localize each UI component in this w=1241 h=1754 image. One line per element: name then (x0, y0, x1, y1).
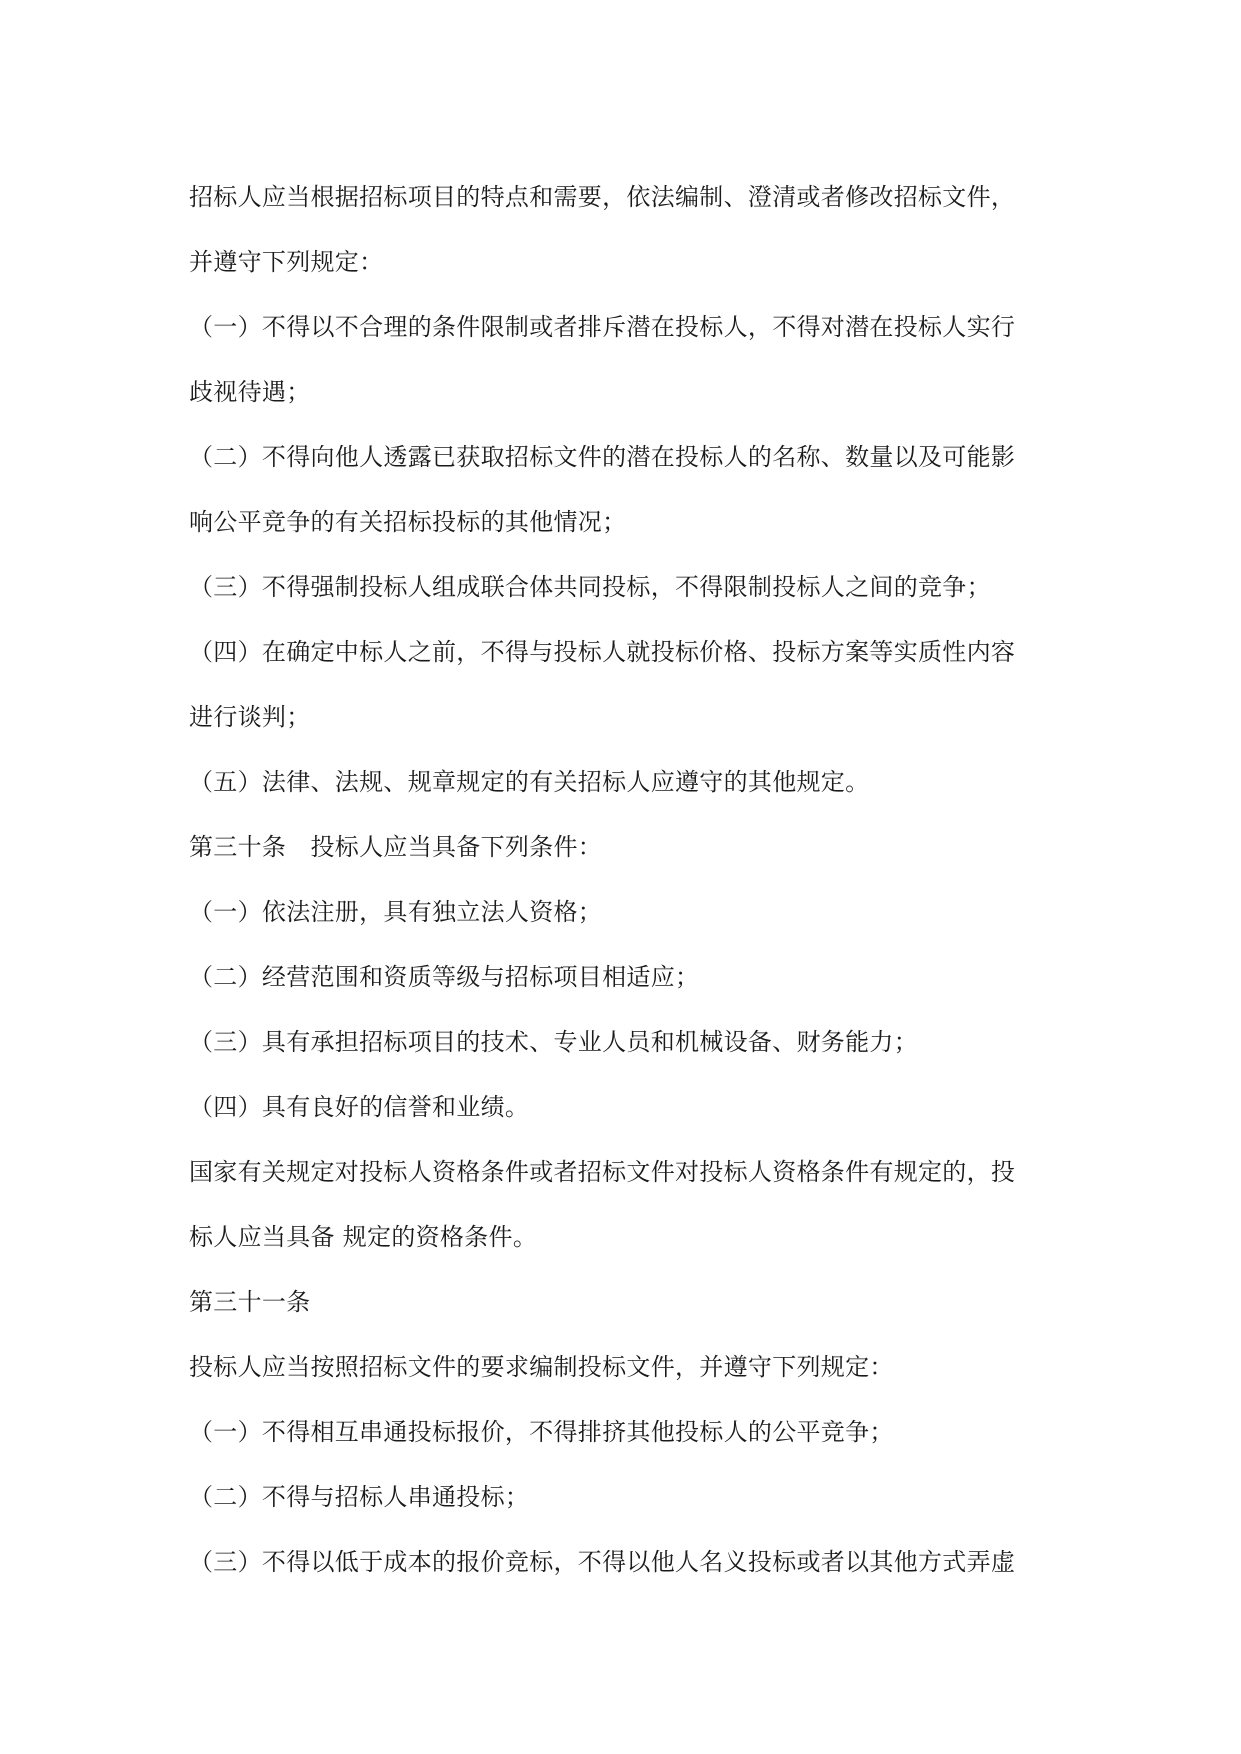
document-body (189, 165, 1054, 1595)
body-line: 歧视待遇； (189, 378, 311, 406)
body-line: （四）在确定中标人之前，不得与投标人就投标价格、投标方案等实质性内容 (189, 638, 1016, 666)
body-line: （四）具有良好的信誉和业绩。 (189, 1093, 530, 1121)
body-line: （三）不得以低于成本的报价竞标，不得以他人名义投标或者以其他方式弄虚 (189, 1548, 1016, 1576)
body-line: （一）不得以不合理的条件限制或者排斥潜在投标人，不得对潜在投标人实行 (189, 313, 1016, 341)
body-line: 国家有关规定对投标人资格条件或者招标文件对投标人资格条件有规定的，投 (189, 1158, 1016, 1186)
article-heading: 第三十一条 (189, 1288, 311, 1316)
body-line: （五）法律、法规、规章规定的有关招标人应遵守的其他规定。 (189, 768, 870, 796)
body-line: （二）不得向他人透露已获取招标文件的潜在投标人的名称、数量以及可能影 (189, 443, 1016, 471)
body-line: 招标人应当根据招标项目的特点和需要，依法编制、澄清或者修改招标文件， (189, 183, 1016, 211)
body-line: （二）不得与招标人串通投标； (189, 1483, 530, 1511)
body-line: 标人应当具备 规定的资格条件。 (189, 1223, 538, 1251)
body-line: 进行谈判； (189, 703, 311, 731)
body-line: 响公平竞争的有关招标投标的其他情况； (189, 508, 627, 536)
body-line: （一）依法注册，具有独立法人资格； (189, 898, 603, 926)
body-line: （三）具有承担招标项目的技术、专业人员和机械设备、财务能力； (189, 1028, 918, 1056)
article-heading: 第三十条 投标人应当具备下列条件： (189, 833, 603, 861)
body-line: 投标人应当按照招标文件的要求编制投标文件，并遵守下列规定： (189, 1353, 894, 1381)
body-line: 并遵守下列规定： (189, 248, 384, 276)
body-line: （三）不得强制投标人组成联合体共同投标，不得限制投标人之间的竞争； (189, 573, 991, 601)
body-line: （二）经营范围和资质等级与招标项目相适应； (189, 963, 700, 991)
body-line: （一）不得相互串通投标报价，不得排挤其他投标人的公平竞争； (189, 1418, 894, 1446)
